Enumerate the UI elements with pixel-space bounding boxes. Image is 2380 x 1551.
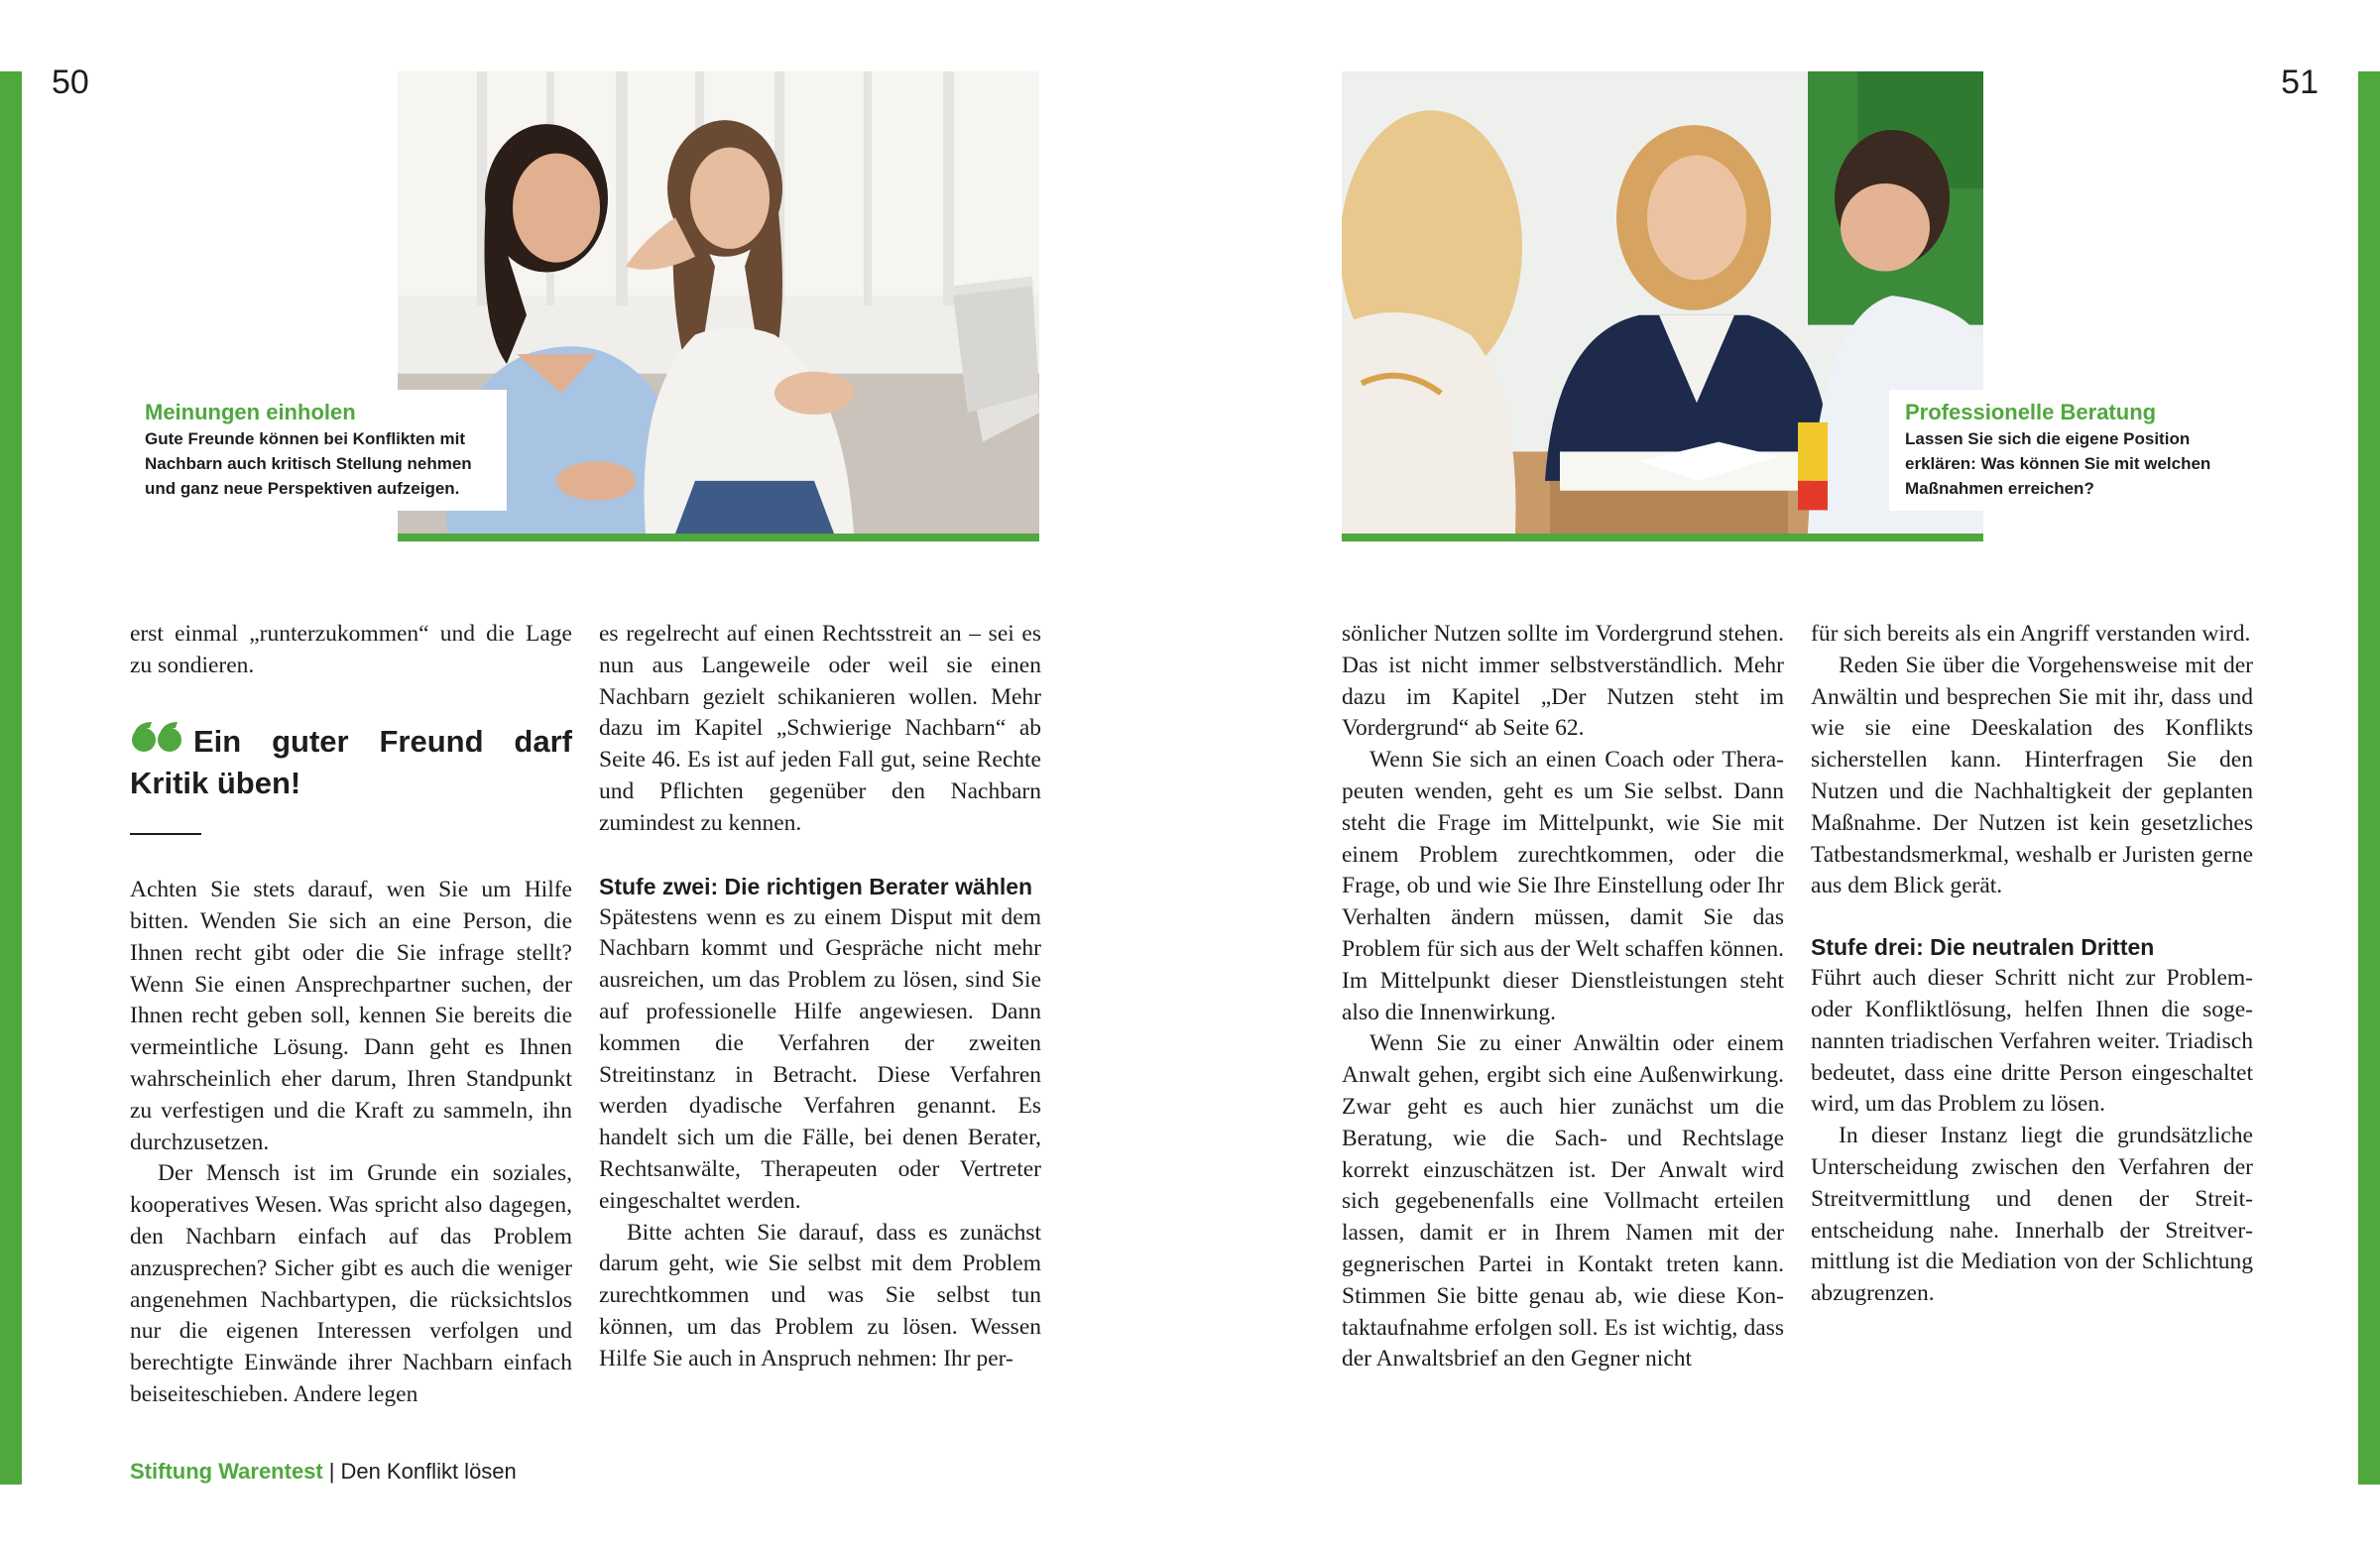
page-number-left: 50 [52,63,89,101]
paragraph: Reden Sie über die Vorgehensweise mit der Anwältin und besprechen Sie mit ihr, dass und wie sie eine Deeskalation des Konflikts sicherstellen kann. Hinterfragen Sie den Nutzen und die Nachhaltigkeit der geplanten Maßnahme. Der Nutzen ist kein gesetzliches Tatbestandsmerkmal, weshalb er Juristen gerne aus dem Blick gerät. [1811,652,2253,899]
running-footer [130,1459,517,1485]
paragraph: Führt auch dieser Schritt nicht zur Problem- oder Konfliktlösung, helfen Ihnen die sogenannten triadischen Verfahren weiter. Triadisch bedeutet, dass eine dritte Person eingeschaltet wird, um das Problem zu lösen. [1811,965,2253,1118]
paragraph: für sich bereits als ein Angriff verstanden wird. [1811,621,2251,647]
paragraph: Spätestens wenn es zu einem Disput mit dem Nachbarn kommt und Gespräche nicht mehr ausreichen, um das Problem zu lösen, sind Sie auf professionelle Hilfe angewiesen. Dann kommen die Verfahren der zweiten Streitinstanz in Betracht. Diese Verfahren werden dyadische Verfahren genannt. Es handelt sich um die Fälle, bei denen Berater, Rechtsanwälte, Therapeuten oder Vertreter eingeschaltet werden. [599,903,1041,1214]
footer-separator: | [328,1459,335,1484]
page-number-right: 51 [2281,63,2319,101]
right-photo-caption [1889,390,2246,511]
right-caption-title: Professionelle Beratung [1905,400,2157,424]
right-caption-text: Lassen Sie sich die eigene Position erklären: Was können Sie mit welchen Maßnahmen erreichen? [1905,429,2211,498]
paragraph: Wenn Sie zu einer Anwältin oder einem Anwalt gehen, ergibt sich eine Außenwirkung. Zwar geht es auch hier zunächst um die Beratung, wie die Sach- und Rechtslage korrekt einzuschätzen ist. Der Anwalt wird sich gegebenenfalls eine Vollmacht erteilen lassen, damit er in Ihrem Namen mit der gegnerischen Partei in Kontakt treten kann. Stimmen Sie bitte genau ab, wie diese Kontaktaufnahme erfolgen soll. Es ist wichtig, dass der Anwaltsbrief an den Gegner nicht [1342,1030,1784,1372]
heading-divider [130,833,201,835]
paragraph: erst einmal „runterzukommen“ und die Lage zu sondieren. [130,621,572,678]
section-heading: Ein guter Freund darf Kritik üben! [130,723,572,801]
left-photo-caption [130,390,507,511]
subheading: Stufe drei: Die neutralen Dritten [1811,934,2155,961]
left-accent-bar [0,71,22,1485]
paragraph: es regelrecht auf einen Rechtsstreit an – sei es nun aus Langeweile oder weil sie einen Nachbarn gezielt schikanieren wollen. Mehr dazu im Kapitel „Schwierige Nachbarn“ ab Seite 46. Es ist auf jeden Fall gut, seine Rechte und Pflichten gegenüber den Nachbarn zumindest zu kennen. [599,621,1041,836]
paragraph: Achten Sie stets darauf, wen Sie um Hilfe bitten. Wenden Sie sich an eine Person, die Ihnen recht gibt oder die Sie infrage stellt? Wenn Sie einen Ansprechpartner suchen, der Ihnen recht geben soll, kennen Sie bereits die vermeintliche Lösung. Dann geht es Ihnen wahrscheinlich eher darum, Ihren Standpunkt zu verfestigen und die Kraft zu sammeln, ihn durchzusetzen. [130,877,572,1155]
left-caption-title: Meinungen einholen [145,400,356,424]
text-column-2 [599,619,1041,1375]
right-accent-bar [2358,71,2380,1485]
paragraph: Der Mensch ist im Grunde ein soziales, kooperatives Wesen. Was spricht also dagegen, den Nachbarn einfach auf das Problem anzusprechen? Sicher gibt es auch die weniger angenehmen Nachbartypen, die rücksichtslos nur die eigenen Interessen verfolgen und berechtigte Einwände ihrer Nachbarn einfach beiseiteschieben. Andere legen [130,1160,572,1407]
left-caption-text: Gute Freunde können bei Konflikten mit Nachbarn auch kritisch Stellung nehmen und ganz neue Perspektiven aufzeigen. [145,429,472,498]
text-column-1 [130,619,572,1411]
text-column-3 [1342,619,1784,1375]
quote-heading [130,720,572,804]
paragraph: Wenn Sie sich an einen Coach oder Therapeuten wenden, geht es um Sie selbst. Dann steht die Frage im Mittelpunkt, wie Sie mit einem Problem zurechtkommen, oder die Frage, ob und wie Sie Ihre Einstellung oder Ihr Verhalten ändern müssen, damit Sie das Problem für sich aus der Welt schaffen können. Im Mittelpunkt dieser Dienstleistungen steht also die Innenwirkung. [1342,747,1784,1025]
paragraph: sönlicher Nutzen sollte im Vordergrund stehen. Das ist nicht immer selbstverständlich. Mehr dazu im Kapitel „Der Nutzen steht im Vordergrund“ ab Seite 62. [1342,621,1784,742]
consultation-photo [1342,71,1983,541]
paragraph: In dieser Instanz liegt die grundsätzliche Unterscheidung zwischen den Verfahren der Streitvermittlung und denen der Streitentscheidung nahe. Innerhalb der Streitvermittlung ist die Mediation von der Schlichtung abzugrenzen. [1811,1123,2253,1307]
paragraph: Bitte achten Sie darauf, dass es zunächst darum geht, wie Sie selbst mit dem Problem zurechtkommen und was Sie selbst tun können, um das Problem zu lösen. Wessen Hilfe Sie auch in Anspruch nehmen: Ihr per- [599,1219,1041,1372]
chapter-title: Den Konflikt lösen [340,1459,517,1484]
subheading: Stufe zwei: Die richtigen Berater wählen [599,873,1033,899]
publisher-name: Stiftung Warentest [130,1459,323,1484]
text-column-4 [1811,619,2253,1310]
quote-icon [130,720,185,766]
